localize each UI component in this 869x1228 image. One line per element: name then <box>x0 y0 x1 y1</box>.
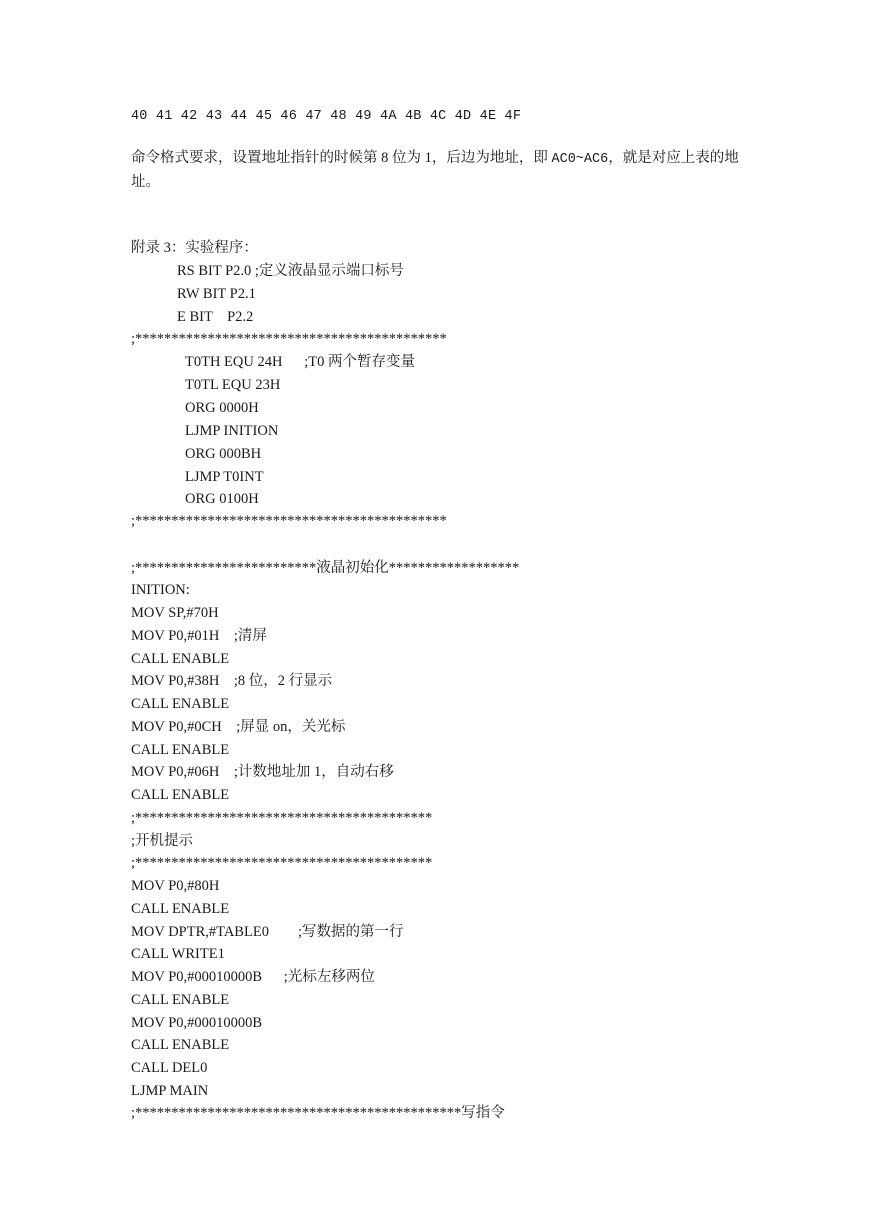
separator-line: ;***************************************** <box>131 810 433 826</box>
code-line: CALL ENABLE <box>131 696 230 712</box>
code-line: CALL WRITE1 <box>131 946 225 962</box>
code-line: ORG 000BH <box>185 446 262 462</box>
separator-line: ;******************************************* <box>131 331 447 347</box>
code-line: CALL ENABLE <box>131 651 230 667</box>
code-line: CALL ENABLE <box>131 1037 230 1053</box>
code-line: MOV P0,#01H ;清屏 <box>131 628 267 644</box>
code-line: INITION: <box>131 582 190 598</box>
code-line: CALL DEL0 <box>131 1060 208 1076</box>
separator-line: ;*********************************************写指令 <box>131 1105 505 1121</box>
paragraph-text-1: 命令格式要求，设置地址指针的时候第 8 位为 1，后边为地址，即 <box>131 150 552 166</box>
separator-line: ;******************************************* <box>131 513 447 529</box>
code-line: CALL ENABLE <box>131 742 230 758</box>
code-line: LJMP MAIN <box>131 1083 209 1099</box>
code-line: T0TL EQU 23H <box>185 377 281 393</box>
comment-line: ;开机提示 <box>131 833 194 849</box>
code-line: T0TH EQU 24H ;T0 两个暂存变量 <box>185 354 415 370</box>
code-line: RW BIT P2.1 <box>177 286 256 302</box>
paragraph-text-2: ，就是对应上表的地址。 <box>131 150 739 190</box>
code-line: MOV DPTR,#TABLE0 ;写数据的第一行 <box>131 924 404 940</box>
paragraph-code: AC0~AC6 <box>551 152 609 167</box>
code-line: MOV P0,#06H ;计数地址加 1，自动右移 <box>131 764 394 780</box>
code-line: CALL ENABLE <box>131 787 230 803</box>
code-line: E BIT P2.2 <box>177 309 254 325</box>
code-line: MOV P0,#00010000B ;光标左移两位 <box>131 969 375 985</box>
code-line: MOV P0,#80H <box>131 878 220 894</box>
code-line: ORG 0000H <box>185 400 259 416</box>
code-line: MOV P0,#38H ;8 位，2 行显示 <box>131 673 333 689</box>
code-line: CALL ENABLE <box>131 992 230 1008</box>
code-line: ORG 0100H <box>185 491 259 507</box>
code-line: MOV SP,#70H <box>131 605 219 621</box>
code-line: MOV P0,#00010000B <box>131 1015 263 1031</box>
code-line: MOV P0,#0CH ;屏显 on，关光标 <box>131 719 346 735</box>
separator-line: ;***************************************** <box>131 855 433 871</box>
code-line: LJMP T0INT <box>185 469 264 485</box>
code-line: LJMP INITION <box>185 423 279 439</box>
instruction-paragraph <box>131 147 741 194</box>
hex-address-row: 40 41 42 43 44 45 46 47 48 49 4A 4B 4C 4D 4E 4F <box>131 109 522 124</box>
appendix-title: 附录 3：实验程序： <box>131 240 258 256</box>
code-line: CALL ENABLE <box>131 901 230 917</box>
code-line: RS BIT P2.0 ;定义液晶显示端口标号 <box>177 263 404 279</box>
section-header: ;*************************液晶初始化****************** <box>131 560 520 576</box>
